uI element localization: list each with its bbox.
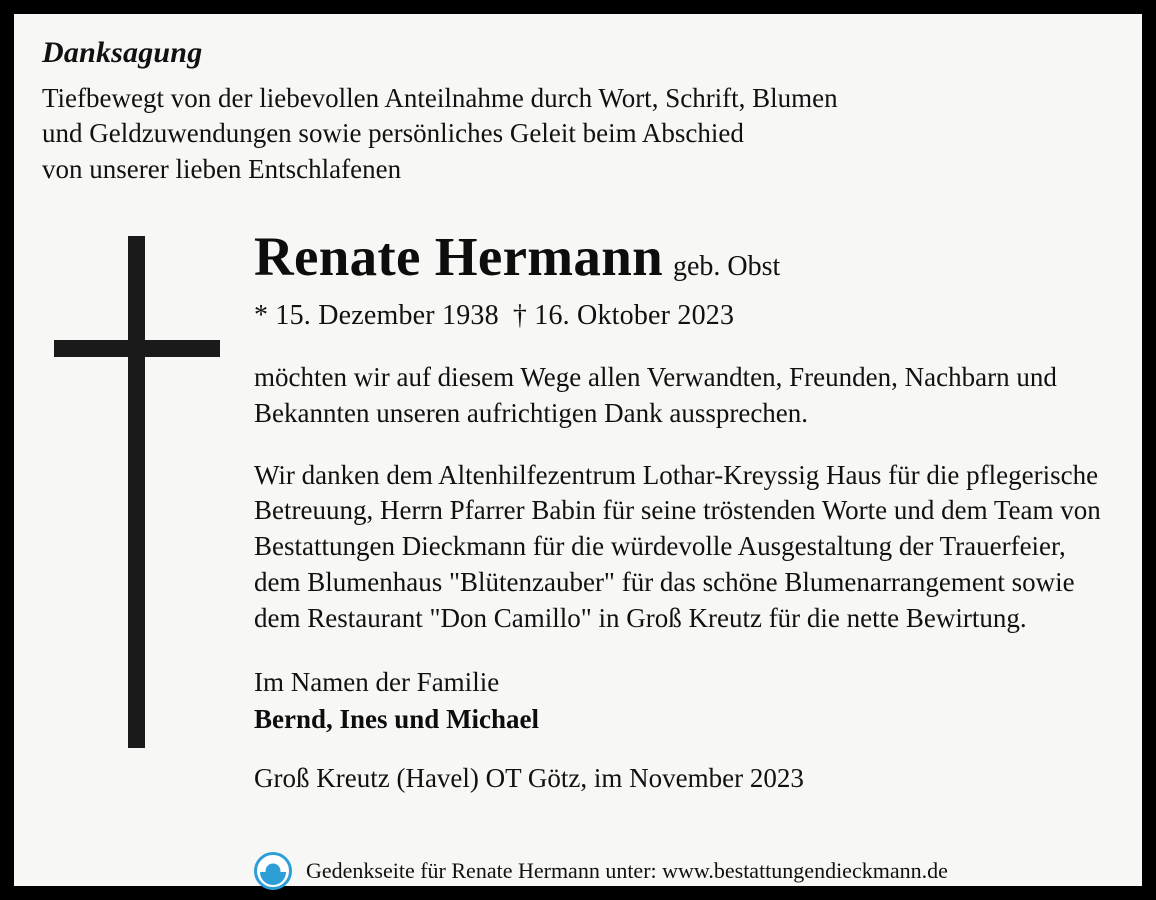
memorial-note: Gedenkseite für Renate Hermann unter: www.bestattungendieckmann.de <box>306 858 948 883</box>
thanks-paragraph: möchten wir auf diesem Wege allen Verwandten, Freunden, Nachbarn und Bekannten unseren aufrichtigen Dank aussprechen. <box>254 361 1057 428</box>
memorial-candle-icon <box>254 852 292 890</box>
deceased-dates <box>254 300 1114 332</box>
birth-date: * 15. Dezember 1938 <box>254 299 499 331</box>
cross-vertical-bar <box>128 236 145 748</box>
death-date: † 16. Oktober 2023 <box>512 299 735 331</box>
memorial-link-row[interactable] <box>254 852 948 890</box>
obituary-card <box>14 14 1142 886</box>
deceased-maiden-name: geb. Obst <box>673 251 781 282</box>
family-names: Bernd, Ines und Michael <box>254 704 540 735</box>
intro-line: und Geldzuwendungen sowie persönliches Geleit beim Abschied <box>42 118 744 149</box>
cross-icon <box>54 236 224 756</box>
intro-line: Tiefbewegt von der liebevollen Anteilnahme durch Wort, Schrift, Blumen <box>42 82 838 113</box>
content-block <box>254 228 1114 794</box>
header-block <box>42 36 1082 188</box>
place-and-date: Groß Kreutz (Havel) OT Götz, im November 2023 <box>254 763 804 794</box>
intro-text <box>42 81 1082 189</box>
detail-paragraph: Wir danken dem Altenhilfezentrum Lothar-Kreyssig Haus für die pflegerische Betreuung, Herrn Pfarrer Babin für seine tröstenden Worte und dem Team von Bestattungen Dieckmann für die würdevolle Ausgestaltung der Trauerfeier, dem Blumenhaus "Blütenzauber" für das schöne Blumenarrangement sowie dem Restaurant "Don Camillo" in Groß Kreutz für die nette Bewirtung. <box>254 459 1101 634</box>
family-label: Im Namen der Familie <box>254 667 500 698</box>
intro-line: von unserer lieben Entschlafenen <box>42 154 402 185</box>
cross-horizontal-bar <box>54 340 220 357</box>
page-title: Danksagung <box>42 36 203 69</box>
deceased-name-line <box>254 228 1114 286</box>
deceased-name: Renate Hermann <box>254 226 663 287</box>
